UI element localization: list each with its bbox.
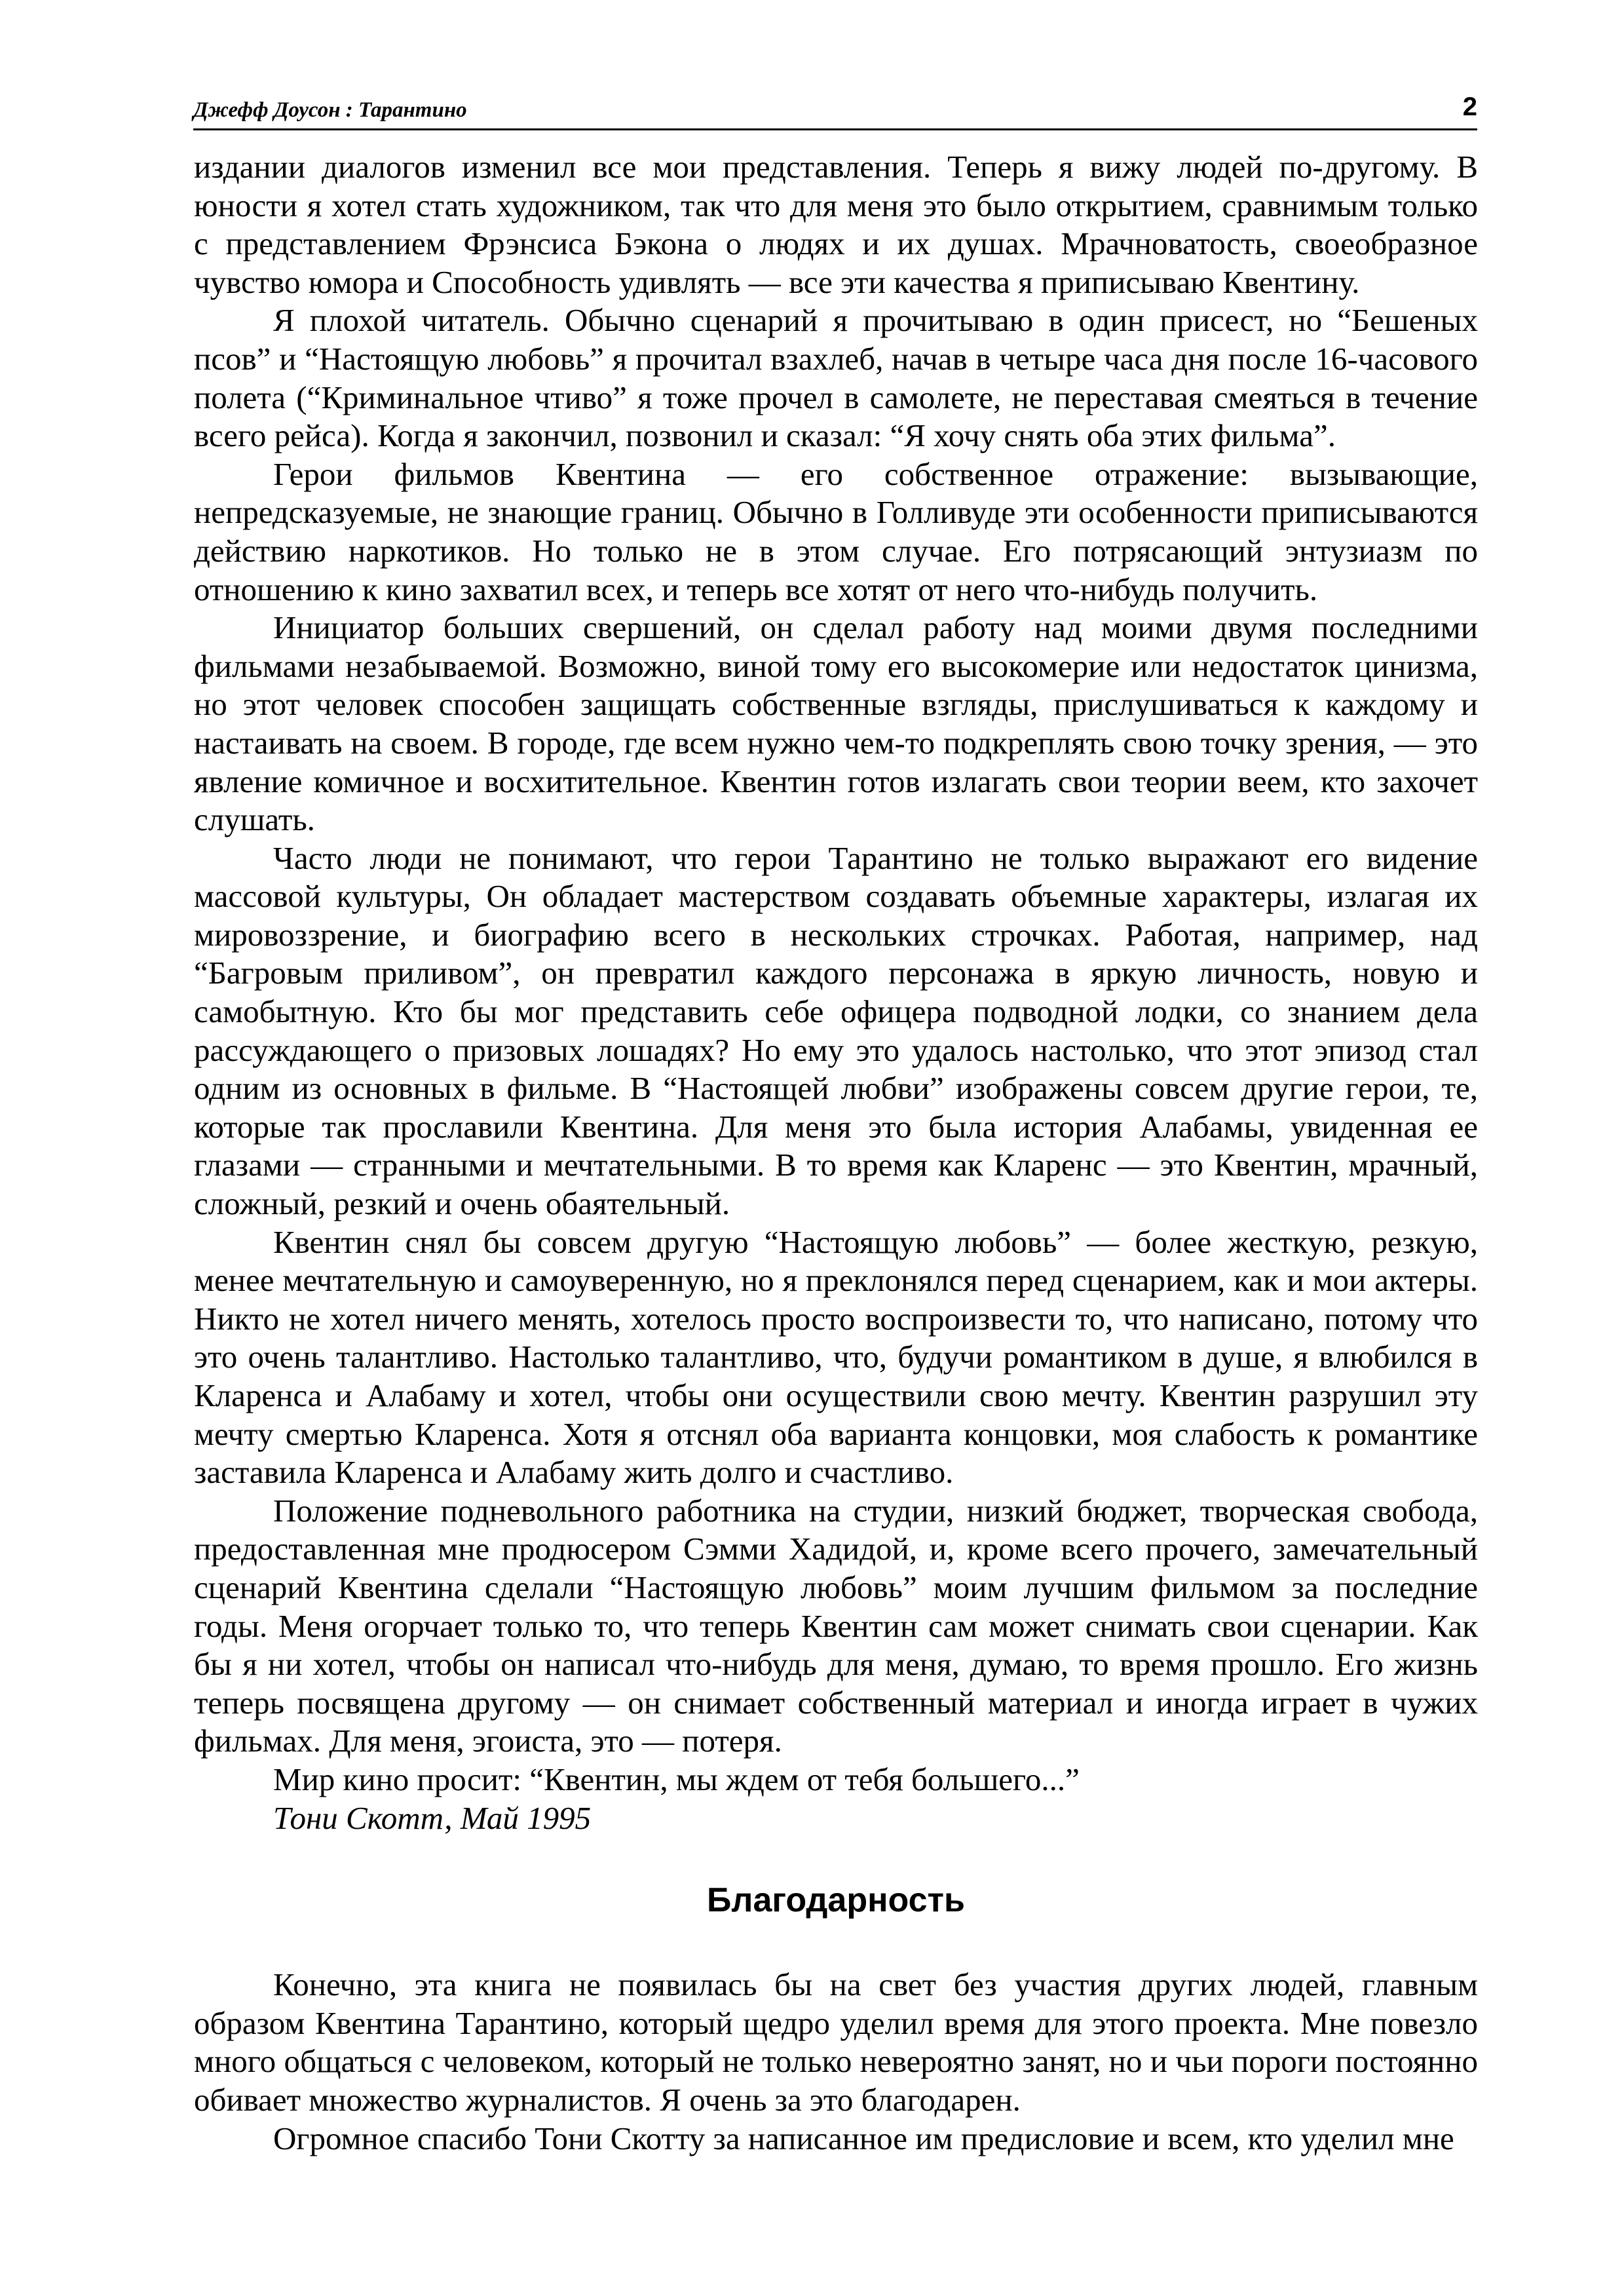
- paragraph: Конечно, эта книга не появилась бы на свет без участия других людей, главным образом Квентина Тарантино, который щедро уделил время для этого проекта. Мне повезло много общаться с человеком, который не только невероятно занят, но и чьи пороги постоянно обивает множество журналистов. Я очень за это благодарен.: [194, 1966, 1478, 2118]
- paragraph: Мир кино просит: “Квентин, мы ждем от тебя большего...”: [273, 1761, 1080, 1797]
- paragraph: Положение подневольного работника на студии, низкий бюджет, творческая свобода, предоставленная мне продюсером Сэмми Хадидой, и, кроме всего прочего, замечательный сценарий Квентина сделали “Настоящую любовь” моим лучшим фильмом за последние годы. Меня огорчает только то, что теперь Квентин сам может снимать свои сценарии. Как бы я ни хотел, чтобы он написал что-нибудь для меня, думаю, то время прошло. Его жизнь теперь посвящена другому — он снимает собственный материал и иногда играет в чужих фильмах. Для меня, эгоиста, это — потеря.: [194, 1492, 1478, 1759]
- running-header: [193, 92, 1477, 130]
- paragraph: Квентин снял бы совсем другую “Настоящую любовь” — более жесткую, резкую, менее мечтательную и самоуверенную, но я преклонялся перед сценарием, как и мои актеры. Никто не хотел ничего менять, хотелось просто воспроизвести то, что написано, потому что это очень талантливо. Настолько талантливо, что, будучи романтиком в душе, я влюбился в Кларенса и Алабаму и хотел, чтобы они осуществили свою мечту. Квентин разрушил эту мечту смертью Кларенса. Хотя я отснял оба варианта концовки, моя слабость к романтике заставила Кларенса и Алабаму жить долго и счастливо.: [194, 1223, 1478, 1491]
- book-title: Джефф Доусон : Тарантино: [193, 98, 467, 122]
- paragraph: Я плохой читатель. Обычно сценарий я прочитываю в один присест, но “Бешеных псов” и “Настоящую любовь” я прочитал взахлеб, начав в четыре часа дня после 16-часового полета (“Криминальное чтиво” я тоже прочел в самолете, не переставая смеяться в течение всего рейса). Когда я закончил, позвонил и сказал: “Я хочу снять оба этих фильма”.: [194, 302, 1478, 454]
- paragraph: Часто люди не понимают, что герои Тарантино не только выражают его видение массовой культуры, Он обладает мастерством создавать объемные характеры, излагая их мировоззрение, и биографию всего в нескольких строчках. Работая, например, над “Багровым приливом”, он превратил каждого персонажа в яркую личность, новую и самобытную. Кто бы мог представить себе офицера подводной лодки, со знанием дела рассуждающего о призовых лошадях? Но ему это удалось настолько, что этот эпизод стал одним из основных в фильме. В “Настоящей любви” изображены совсем другие герои, те, которые так прославили Квентина. Для меня это была история Алабамы, увиденная ее глазами — странными и мечтательными. В то время как Кларенс — это Квентин, мрачный, сложный, резкий и очень обаятельный.: [194, 839, 1478, 1222]
- page-number: 2: [1462, 92, 1477, 121]
- foreword-signature: Тони Скотт, Май 1995: [273, 1799, 592, 1836]
- paragraph: издании диалогов изменил все мои представления. Теперь я вижу людей по-другому. В юности я хотел стать художником, так что для меня это было открытием, сравнимым только с представлением Фрэнсиса Бэкона о людях и их душах. Мрачноватость, своеобразное чувство юмора и Способность удивлять — все эти качества я приписываю Квентину.: [194, 149, 1478, 300]
- paragraph: Инициатор больших свершений, он сделал работу над моими двумя последними фильмами незабываемой. Возможно, виной тому его высокомерие или недостаток цинизма, но этот человек способен защищать собственные взгляды, прислушиваться к каждому и настаивать на своем. В городе, где всем нужно чем-то подкреплять свою точку зрения, — это явление комичное и восхитительное. Квентин готов излагать свои теории веем, кто захочет слушать.: [194, 609, 1478, 838]
- section-heading: Благодарность: [707, 1881, 965, 1920]
- paragraph: Огромное спасибо Тони Скотту за написанное им предисловие и всем, кто уделил мне: [273, 2120, 1454, 2156]
- body-text: [194, 148, 1478, 2158]
- paragraph: Герои фильмов Квентина — его собственное отражение: вызывающие, непредсказуемые, не знающие границ. Обычно в Голливуде эти особенности приписываются действию наркотиков. Но только не в этом случае. Его потрясающий энтузиазм по отношению к кино захватил всех, и теперь все хотят от него что-нибудь получить.: [194, 455, 1478, 607]
